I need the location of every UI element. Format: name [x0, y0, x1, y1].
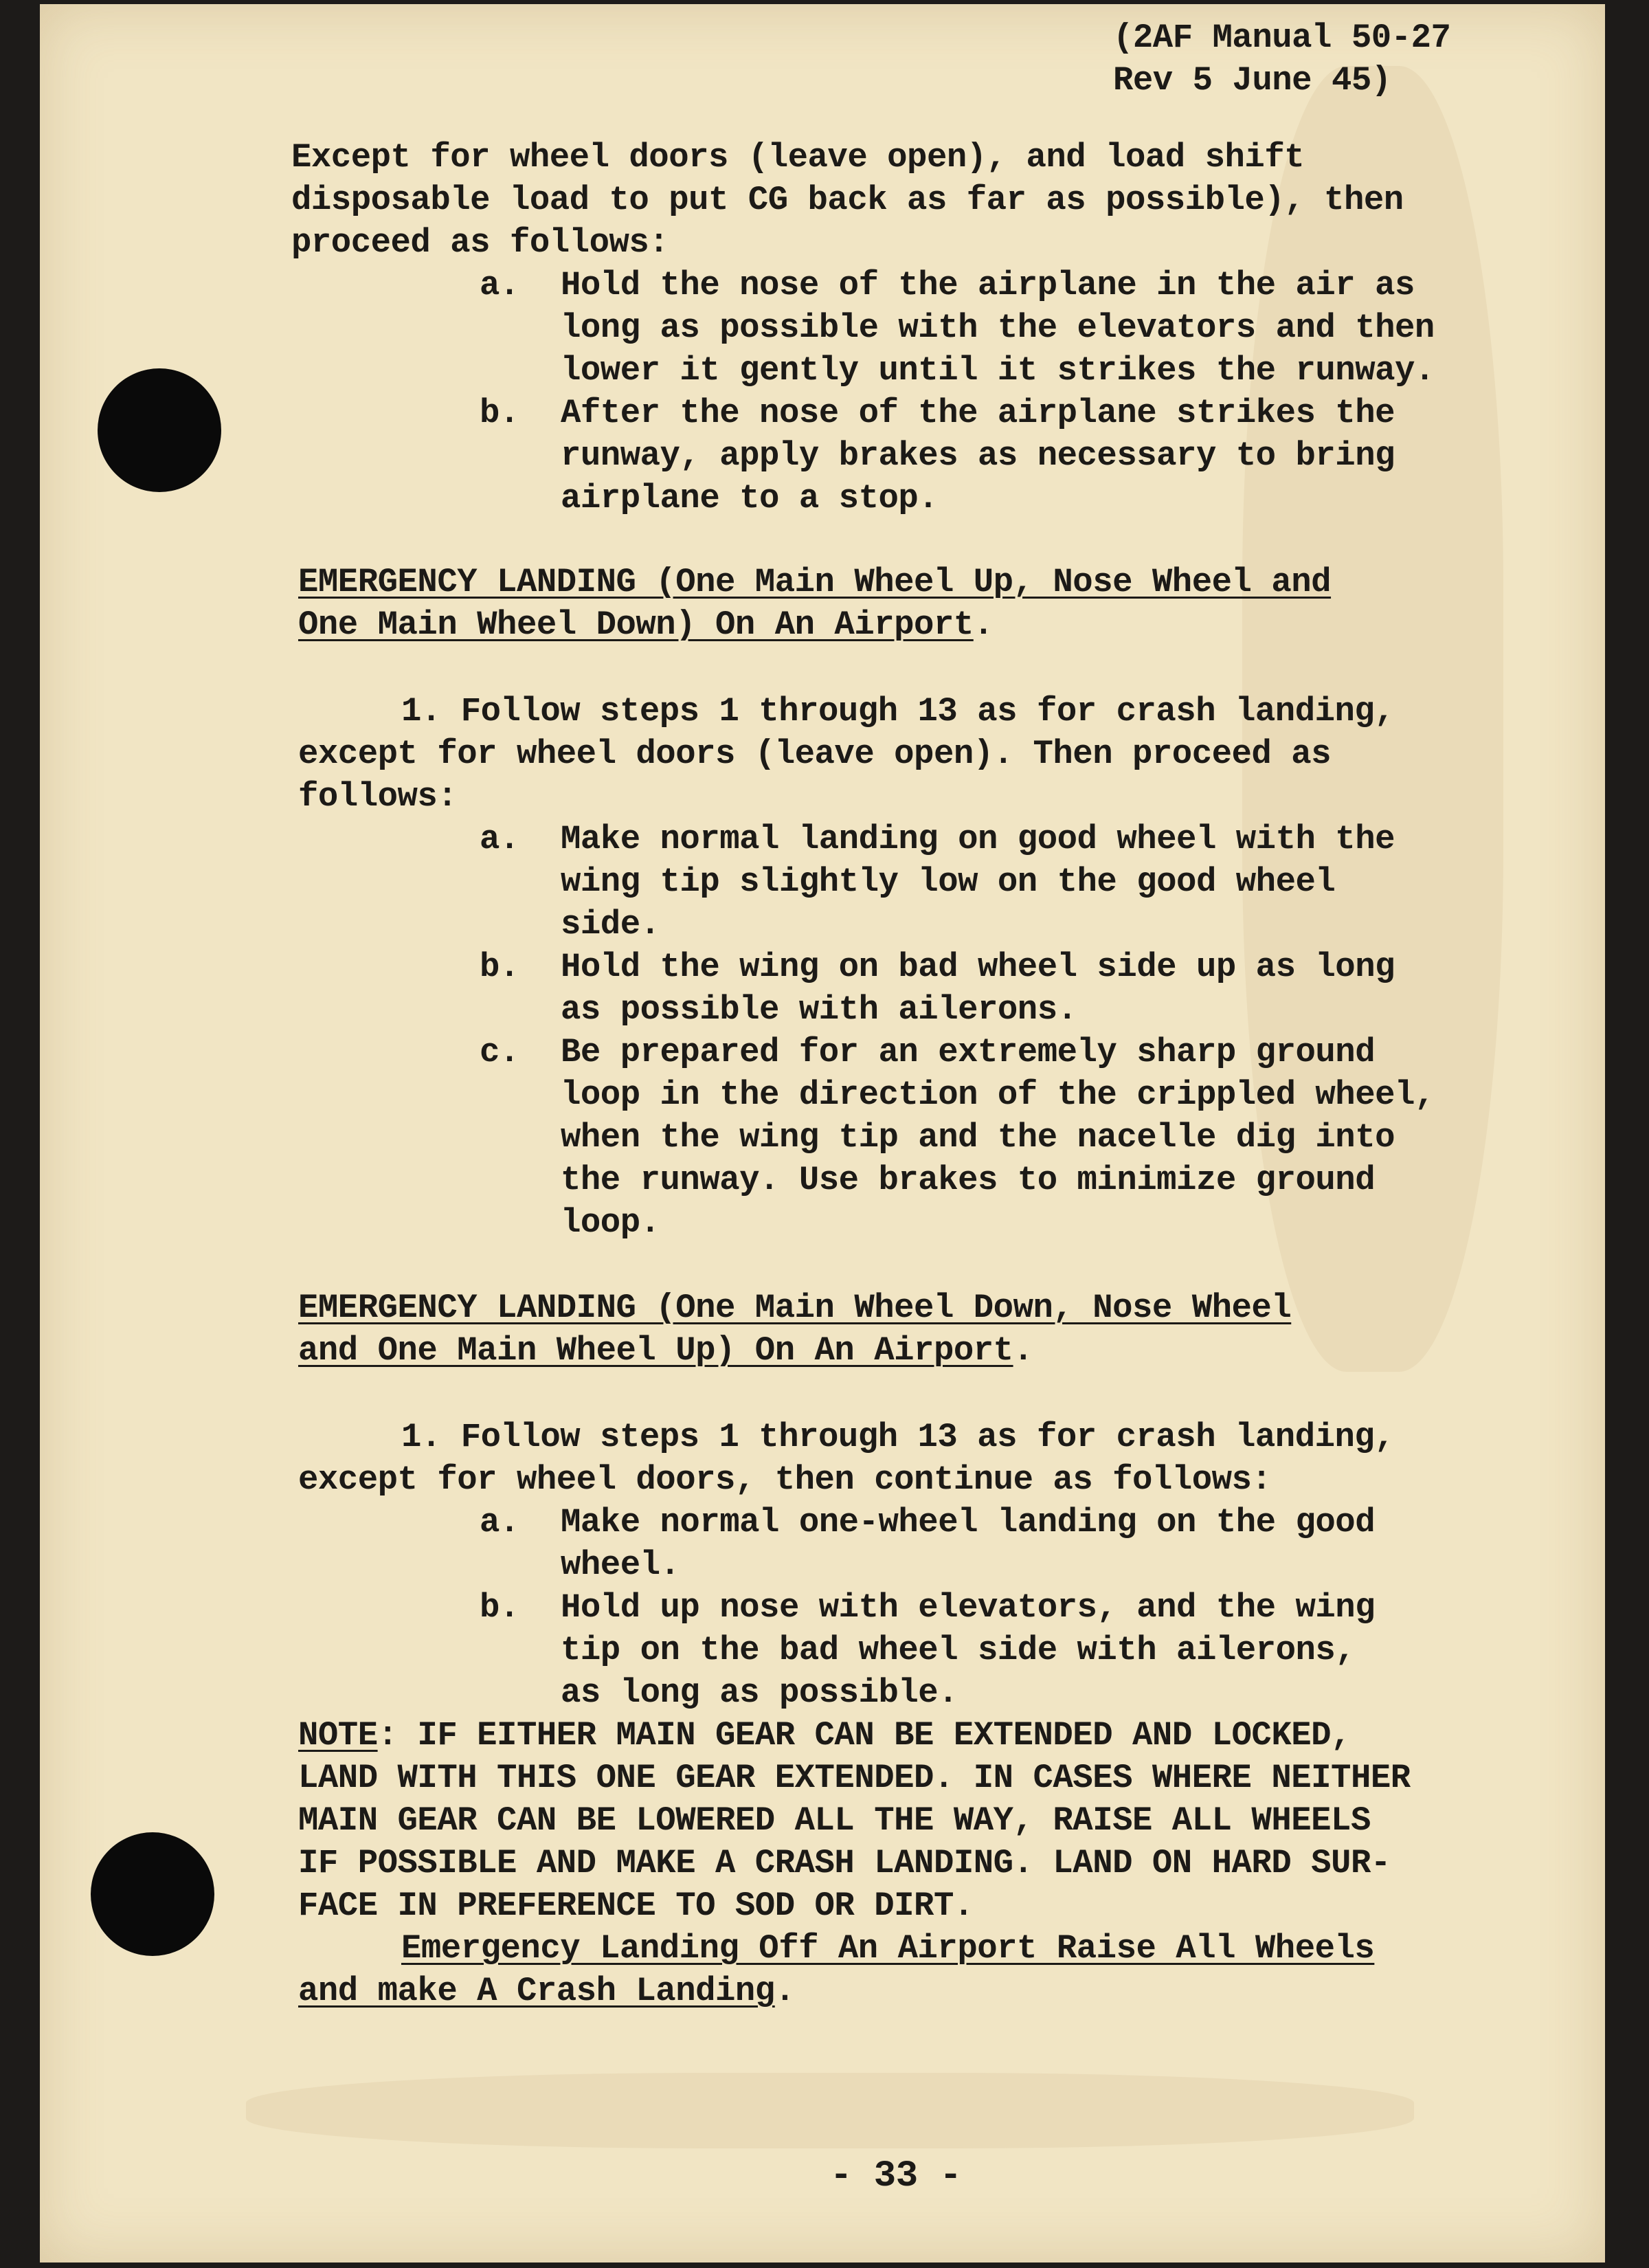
list-marker: a.	[480, 820, 519, 858]
step-line: follows:	[298, 777, 458, 816]
list-item-line: Make normal one-wheel landing on the good	[561, 1503, 1376, 1542]
note-line: FACE IN PREFERENCE TO SOD OR DIRT.	[298, 1887, 974, 1925]
section-heading	[298, 1287, 1291, 1329]
closing-text: and make A Crash Landing	[298, 1972, 775, 2010]
section-heading	[298, 603, 994, 646]
list-item-line: wheel.	[561, 1546, 680, 1584]
list-item-line: Hold the nose of the airplane in the air as	[561, 266, 1415, 304]
step-line: except for wheel doors (leave open). Then proceed as	[298, 735, 1332, 773]
heading-period: .	[973, 605, 994, 644]
list-marker: b.	[480, 948, 519, 986]
list-item-line: airplane to a stop.	[561, 479, 939, 518]
note-first-line	[298, 1714, 1351, 1757]
list-item-line: runway, apply brakes as necessary to bring	[561, 436, 1395, 475]
list-item-line: tip on the bad wheel side with ailerons,	[561, 1631, 1356, 1669]
list-marker: b.	[480, 1588, 519, 1627]
list-item-line: the runway. Use brakes to minimize ground	[561, 1161, 1376, 1199]
note-line: LAND WITH THIS ONE GEAR EXTENDED. IN CASES WHERE NEITHER	[298, 1759, 1411, 1797]
list-marker: a.	[480, 266, 519, 304]
note-text: IF EITHER MAIN GEAR CAN BE EXTENDED AND LOCKED,	[397, 1716, 1351, 1755]
step-line: 1. Follow steps 1 through 13 as for crash landing,	[401, 1418, 1395, 1456]
section-heading	[298, 1329, 1033, 1372]
page-number: - 33 -	[830, 2155, 962, 2197]
step-line: 1. Follow steps 1 through 13 as for crash landing,	[401, 692, 1395, 731]
list-item-line: Hold the wing on bad wheel side up as long	[561, 948, 1395, 986]
list-item-line: when the wing tip and the nacelle dig into	[561, 1118, 1395, 1157]
section-heading-text: and One Main Wheel Up) On An Airport	[298, 1331, 1013, 1370]
list-item-line: side.	[561, 905, 660, 944]
note-line: IF POSSIBLE AND MAKE A CRASH LANDING. LAND ON HARD SUR-	[298, 1844, 1391, 1882]
note-label-colon: :	[377, 1716, 398, 1755]
punch-hole	[91, 1832, 214, 1956]
list-marker: c.	[480, 1033, 519, 1071]
list-item-line: After the nose of the airplane strikes the	[561, 394, 1395, 432]
heading-period: .	[1013, 1331, 1033, 1370]
intro-line: proceed as follows:	[291, 223, 669, 262]
list-item-line: Make normal landing on good wheel with the	[561, 820, 1395, 858]
list-item-line: Hold up nose with elevators, and the wing	[561, 1588, 1376, 1627]
note-label: NOTE	[298, 1716, 378, 1755]
intro-line: disposable load to put CG back as far as possible), then	[291, 181, 1404, 219]
closing-text: Emergency Landing Off An Airport Raise All Wheels	[401, 1929, 1375, 1968]
step-line: except for wheel doors, then continue as follows:	[298, 1460, 1272, 1499]
list-marker: a.	[480, 1503, 519, 1542]
intro-line: Except for wheel doors (leave open), and load shift	[291, 138, 1305, 177]
closing-line	[401, 1927, 1374, 1970]
section-heading-text: EMERGENCY LANDING (One Main Wheel Down, Nose Wheel	[298, 1289, 1292, 1327]
section-heading	[298, 561, 1331, 603]
note-line: MAIN GEAR CAN BE LOWERED ALL THE WAY, RAISE ALL WHEELS	[298, 1801, 1371, 1840]
header-manual-ref: (2AF Manual 50-27	[1113, 19, 1451, 57]
list-marker: b.	[480, 394, 519, 432]
list-item-line: long as possible with the elevators and then	[561, 309, 1435, 347]
list-item-line: as possible with ailerons.	[561, 990, 1077, 1029]
list-item-line: lower it gently until it strikes the runway.	[561, 351, 1435, 390]
section-heading-text: EMERGENCY LANDING (One Main Wheel Up, Nose Wheel and	[298, 563, 1332, 601]
document-page	[40, 4, 1605, 2263]
list-item-line: Be prepared for an extremely sharp ground	[561, 1033, 1376, 1071]
list-item-line: wing tip slightly low on the good wheel	[561, 863, 1336, 901]
header-revision: Rev 5 June 45)	[1113, 61, 1391, 100]
closing-line	[298, 1970, 795, 2012]
closing-period: .	[774, 1972, 795, 2010]
punch-hole	[98, 368, 221, 492]
list-item-line: as long as possible.	[561, 1674, 958, 1712]
list-item-line: loop in the direction of the crippled wheel,	[561, 1076, 1435, 1114]
section-heading-text: One Main Wheel Down) On An Airport	[298, 605, 974, 644]
paper-stain	[246, 2073, 1414, 2148]
list-item-line: loop.	[561, 1203, 660, 1242]
